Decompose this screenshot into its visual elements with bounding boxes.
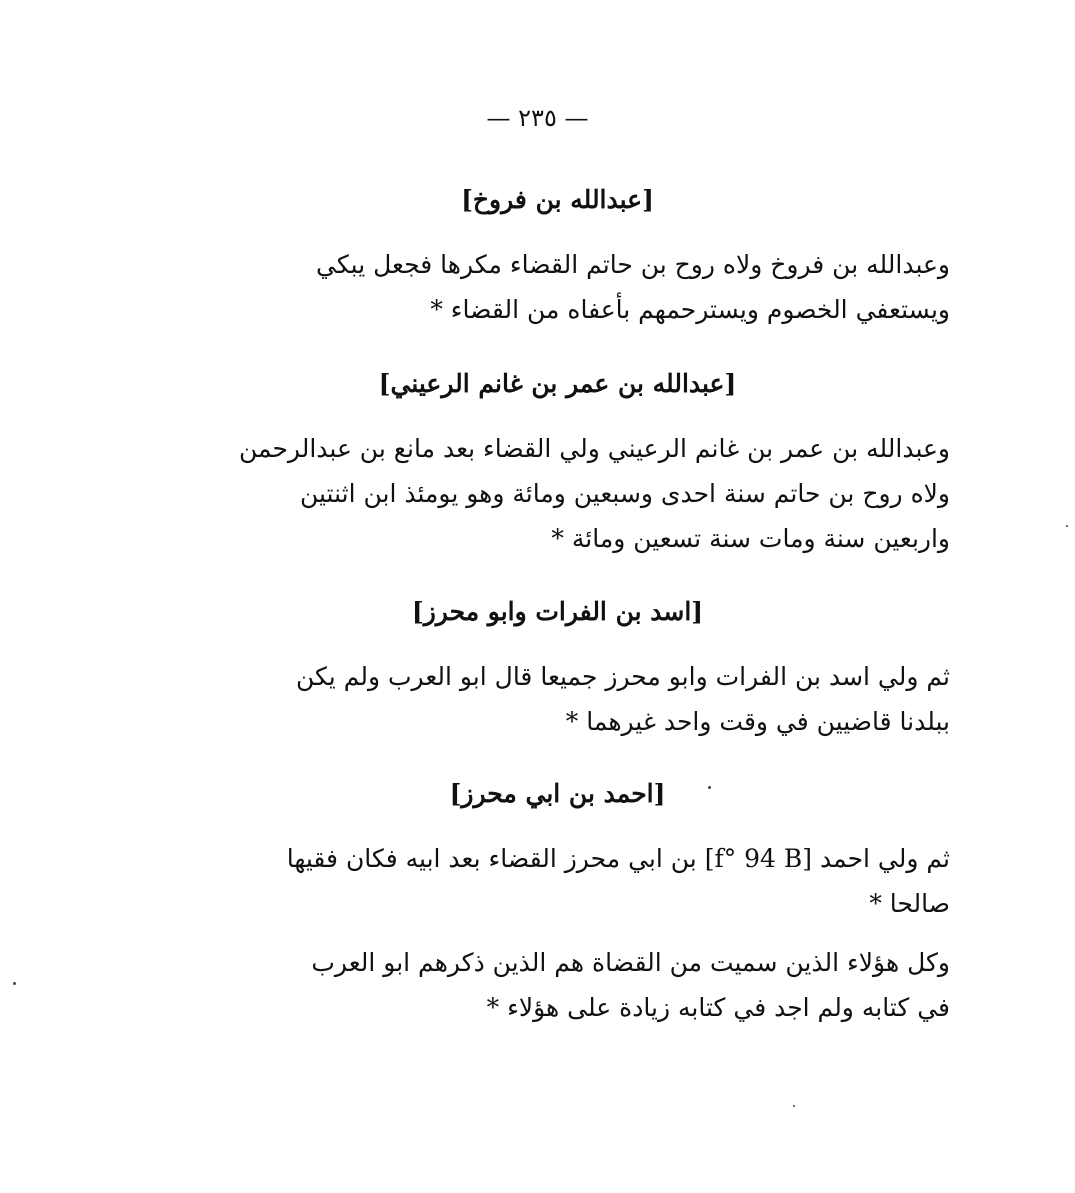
section-paragraph	[165, 426, 950, 561]
paragraph-line: ولاه روح بن حاتم سنة احدى وسبعين ومائة وهو يومئذ ابن اثنتين	[299, 479, 950, 508]
section-paragraph	[165, 242, 950, 332]
paragraph-line: في كتابه ولم اجد في كتابه زيادة على هؤلاء *	[486, 993, 950, 1022]
paragraph-line: وعبدالله بن عمر بن غانم الرعيني ولي القضاء بعد مانع بن عبدالرحمن	[238, 434, 950, 463]
scan-speck	[13, 982, 16, 985]
section-heading: [احمد بن ابي محرز]	[449, 779, 666, 808]
section-paragraph	[165, 654, 950, 744]
section-heading: [عبدالله بن عمر بن غانم الرعيني]	[378, 369, 737, 398]
section-abdallah-ibn-farrukh	[165, 180, 950, 332]
paragraph-line: ويستعفي الخصوم ويسترحمهم بأعفاه من القضاء *	[430, 295, 950, 324]
paragraph-line: واربعين سنة ومات سنة تسعين ومائة *	[551, 524, 950, 553]
paragraph-line: ثم ولي احمد [f° 94 B] بن ابي محرز القضاء بعد ابيه فكان فقيها	[286, 844, 950, 873]
scan-speck	[793, 1105, 795, 1107]
section-paragraph	[165, 940, 950, 1030]
paragraph-line: ببلدنا قاضيين في وقت واحد غيرهما *	[565, 707, 950, 736]
paragraph-line: وعبدالله بن فروخ ولاه روح بن حاتم القضاء مكرها فجعل يبكي	[316, 250, 950, 279]
closing-paragraph-section	[165, 918, 950, 1030]
paragraph-line: ثم ولي اسد بن الفرات وابو محرز جميعا قال ابو العرب ولم يكن	[295, 662, 950, 691]
section-abdallah-ibn-umar	[165, 364, 950, 561]
section-asad-ibn-al-furat	[165, 592, 950, 744]
section-heading: [عبدالله بن فروخ]	[461, 185, 654, 214]
paragraph-line: وكل هؤلاء الذين سميت من القضاة هم الذين ذكرهم ابو العرب	[311, 948, 950, 977]
page-number: — ٢٣٥ —	[486, 104, 589, 132]
scan-speck	[1066, 525, 1068, 527]
section-ahmad-ibn-abi-muhriz	[165, 774, 950, 926]
scan-speck	[708, 786, 711, 789]
section-paragraph	[165, 836, 950, 926]
paragraph-line: صالحا *	[869, 889, 950, 918]
section-heading: [اسد بن الفرات وابو محرز]	[411, 597, 704, 626]
